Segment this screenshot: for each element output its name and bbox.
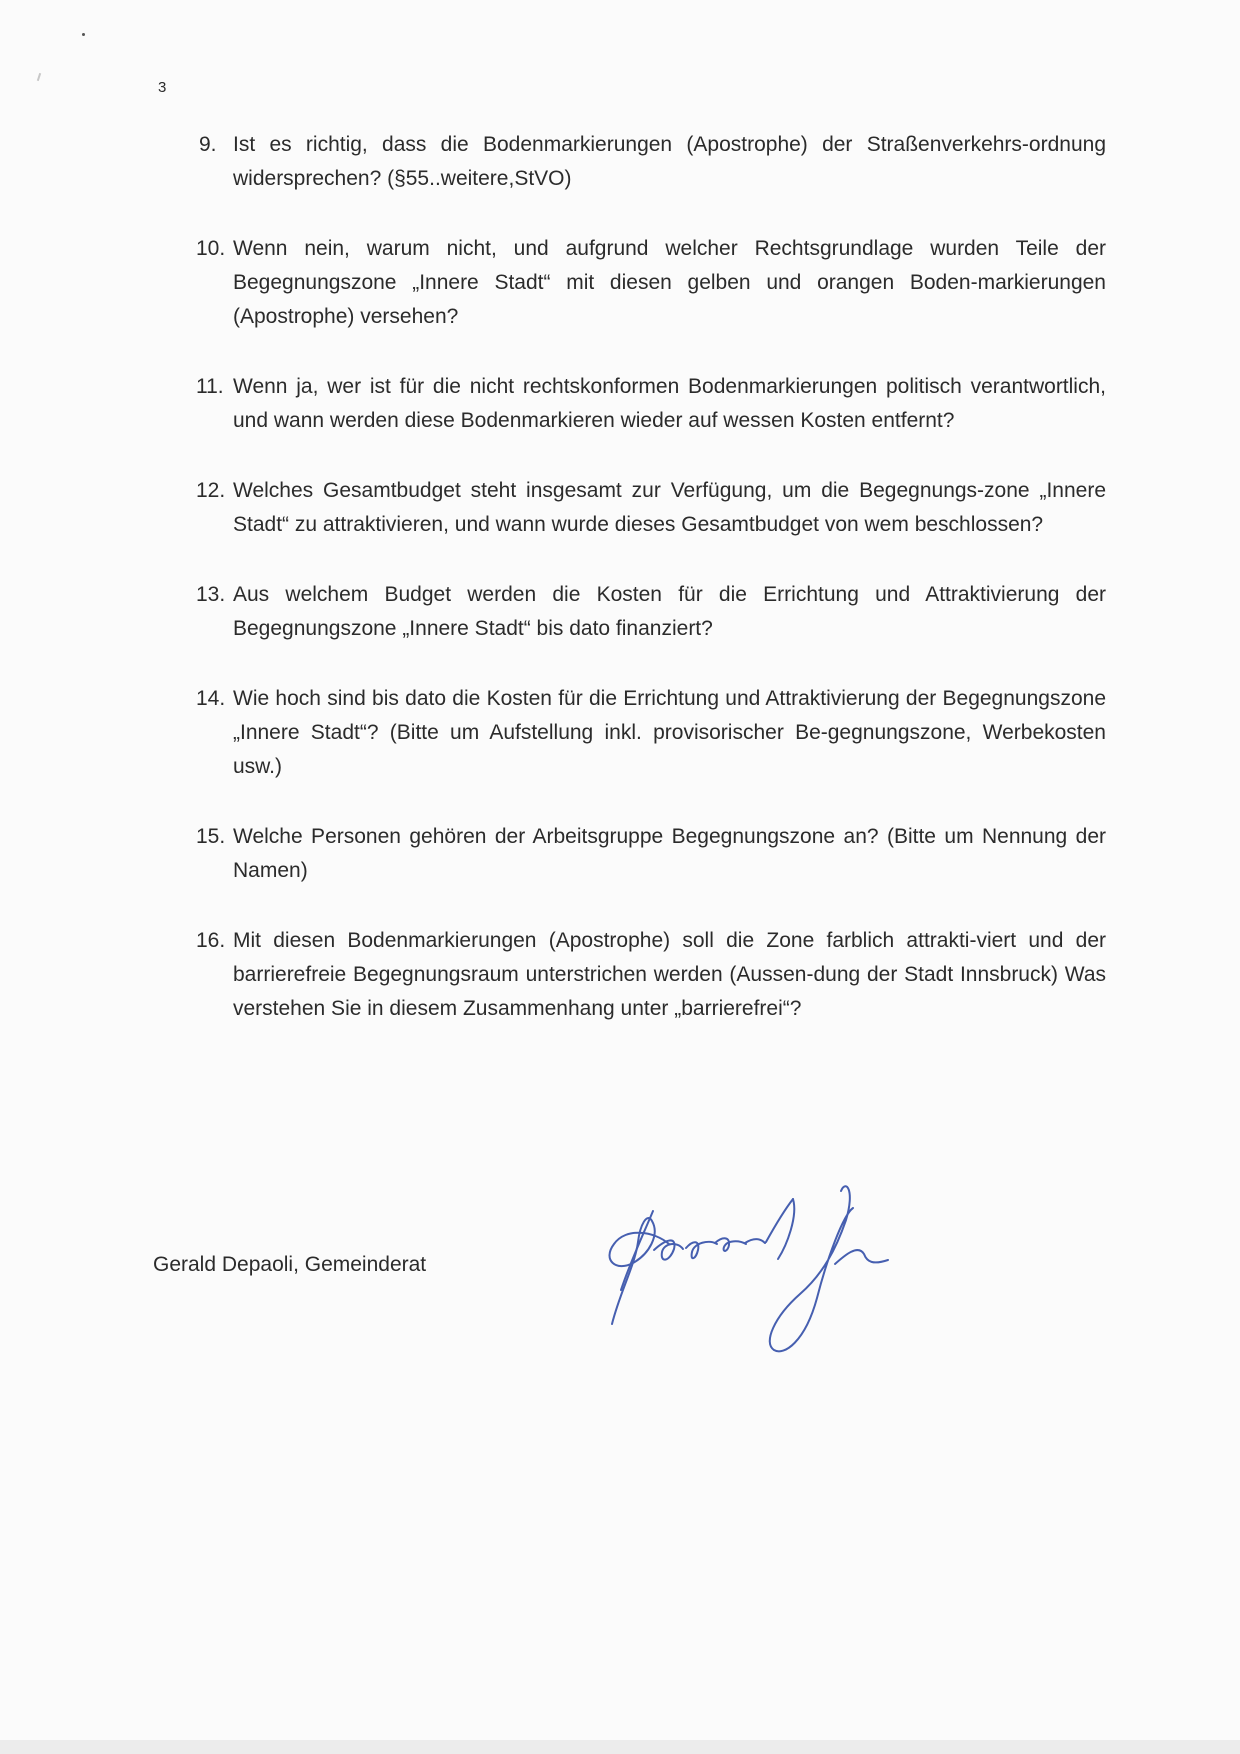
- question-number: 16.: [196, 929, 226, 952]
- question-text: Wenn nein, warum nicht, und aufgrund welcher Rechtsgrundlage wurden Teile der Begegnungszone „Innere Stadt“ mit diesen gelben und orangen Boden-markierungen (Apostrophe) versehen?: [233, 237, 1106, 328]
- question-text: Ist es richtig, dass die Bodenmarkierungen (Apostrophe) der Straßenverkehrs-ordnung widersprechen? (§55..weitere,StVO): [233, 133, 1106, 190]
- signature-stroke: [835, 1250, 888, 1264]
- question-item: [196, 474, 1106, 542]
- question-list: [196, 128, 1106, 1062]
- question-number: 11.: [196, 375, 224, 398]
- signature-stroke: [686, 1242, 717, 1258]
- page-number: 3: [158, 79, 167, 96]
- question-number: 9.: [199, 133, 217, 156]
- question-item: [196, 682, 1106, 784]
- question-number: 15.: [196, 825, 226, 848]
- signature-stroke: [770, 1186, 853, 1351]
- author-name: Gerald Depaoli, Gemeinderat: [153, 1253, 427, 1276]
- question-number: 12.: [196, 479, 226, 502]
- signature-stroke: [610, 1218, 669, 1324]
- question-text: Welche Personen gehören der Arbeitsgruppe Begegnungszone an? (Bitte um Nennung der Namen): [233, 825, 1106, 882]
- scan-artifact-mark: [37, 73, 41, 81]
- signature-stroke: [745, 1239, 765, 1243]
- question-number: 14.: [196, 687, 226, 710]
- question-item: [196, 820, 1106, 888]
- question-item: [196, 924, 1106, 1026]
- question-item: [196, 128, 1106, 196]
- question-text: Mit diesen Bodenmarkierungen (Apostrophe) soll die Zone farblich attrakti-viert und der barrierefreie Begegnungsraum unterstrichen werden (Aussen-dung der Stadt Innsbruck) Was verstehen Sie in diesem Zusammenhang unter „barrierefrei“?: [233, 929, 1106, 1020]
- question-text: Wie hoch sind bis dato die Kosten für die Errichtung und Attraktivierung der Begegnungszone „Innere Stadt“? (Bitte um Aufstellung inkl. provisorischer Be-gegnungszone, Werbekosten usw.): [233, 687, 1106, 778]
- question-item: [196, 232, 1106, 334]
- question-item: [196, 370, 1106, 438]
- question-item: [196, 578, 1106, 646]
- question-text: Aus welchem Budget werden die Kosten für die Errichtung und Attraktivierung der Begegnungszone „Innere Stadt“ bis dato finanziert?: [233, 583, 1106, 640]
- question-text: Welches Gesamtbudget steht insgesamt zur Verfügung, um die Begegnungs-zone „Innere Stadt“ zu attraktivieren, und wann wurde dieses Gesamtbudget von wem beschlossen?: [233, 479, 1106, 536]
- scan-bottom-shade: [0, 1740, 1240, 1754]
- question-number: 10.: [196, 237, 226, 260]
- question-number: 13.: [196, 583, 226, 606]
- signature-stroke: [715, 1238, 746, 1251]
- scan-artifact-dot: [82, 33, 85, 36]
- question-text: Wenn ja, wer ist für die nicht rechtskonformen Bodenmarkierungen politisch verantwortlich, und wann werden diese Bodenmarkieren wieder auf wessen Kosten entfernt?: [233, 375, 1106, 432]
- handwritten-signature: [596, 1166, 956, 1362]
